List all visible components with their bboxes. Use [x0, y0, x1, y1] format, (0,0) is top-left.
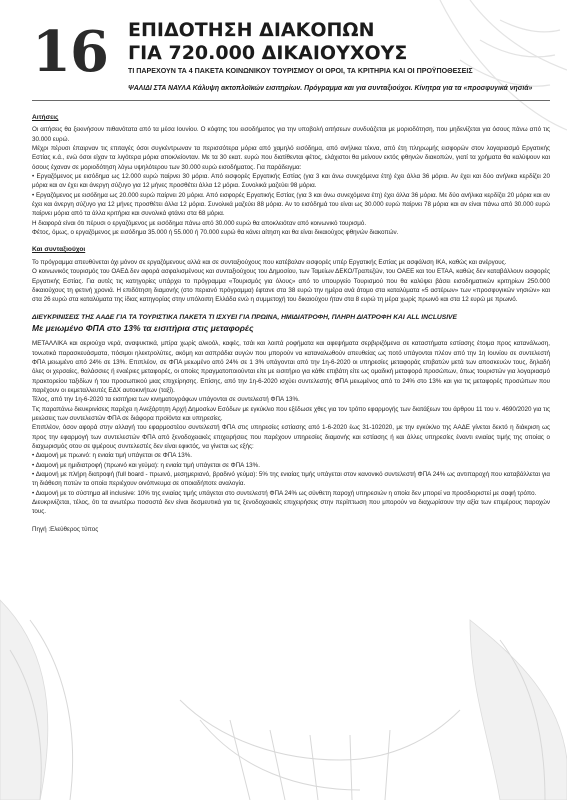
article-subtitle: ΤΙ ΠΑΡΕΧΟΥΝ ΤΑ 4 ΠΑΚΕΤΑ ΚΟΙΝΩΝΙΚΟΥ ΤΟΥΡΙΣΜΟΥ ΟΙ ΟΡΟΙ, ΤΑ ΚΡΙΤΗΡΙΑ ΚΑΙ ΟΙ ΠΡΟΫΠΟΘΕΣΕΙΣ — [128, 67, 473, 75]
bullet-item: • Διαμονή με πρωινό: η ενιαία τιμή υπάγεται σε ΦΠΑ 13%. — [32, 452, 193, 460]
paragraph: Μέχρι πέρυσι έπαιρναν τις επιταγές όσοι συγκέντρωναν τα περισσότερα μόρια από χαμηλό εισόδημα, από ανήλικα τέκνα, από έτη πληρωμής εισφορών στον λογαριασμό Εργατικής Εστίας κ.ά., ενώ όσοι είχαν τα λιγότερα μόρια αποκλείονταν. Με τα 30 εκατ. ευρώ που διατίθενται φέτος, ελάχιστοι θα μείνουν εκτός φθηνών διακοπών, γιατί τα χρήματα θα καλύψουν και όσους έχαναν σε μοριοδότηση λόγω υψηλότερου των 30.000 ευρώ εισοδήματος. Για παράδειγμα: — [32, 145, 550, 171]
section-heading-applications: Αιτήσεις — [32, 114, 59, 121]
paragraph: Τέλος, από την 1η-6-2020 τα εισιτήρια των κινηματογράφων υπάγονται σε συντελεστή ΦΠΑ 13%. — [32, 396, 300, 404]
bullet-item: • Διαμονή με ημιδιατροφή (πρωινό και γεύμα): η ενιαία τιμή υπάγεται σε ΦΠΑ 13%. — [32, 461, 260, 469]
vat-section-subheading: Με μειωμένο ΦΠΑ στο 13% τα εισιτήρια στις μεταφορές — [32, 322, 254, 333]
paragraph: ΜΕΤΑΛΛΙΚΑ και αεριούχα νερά, αναψυκτικά, μπίρα χωρίς αλκοόλ, καφές, τσάι και λοιπά ροφήματα και αφεψήματα σερβιριζόμενα σε καταστήματα εστίασης έτοιμα προς κατανάλωση, τονωτικά παρασκευάσματα, πόσιμοι ηλεκτρολύτες, ακόμη και ασπράδια αυγών που μπορούν να καταναλωθούν απευθείας ως ποτό υπάγονται πλέον από την 1η Ιουνίου σε συντελεστή ΦΠΑ μειωμένο από 24% σε 13%. Επιπλέον, σε ΦΠΑ μειωμένο από 24% σε 1 3% υπάγονται από την 1η-6-2020 οι υπηρεσίες μεταφοράς επιβατών μετά των αποσκευών τους, δηλαδή όλες οι χερσαίες, θαλάσσιες ή εναέριες μεταφορές, οι οποίες πραγματοποιούνται είτε με εισιτήριο για κάθε επιβάτη είτε ως ομαδική μεταφορά προσώπων, όπως τουριστών για λογαριασμό πρακτορείου ταξιδίων ή του προσωπικού μιας επιχείρησης. Επίσης, από την 1η-6-2020 ισχύει συντελεστής ΦΠΑ μειωμένος από το 24% στο 13% και για τις μεταφορές προσώπων που παρέχουν οι εκμεταλλευτές ΕΔΧ αυτοκινήτων (ταξί). — [32, 340, 550, 394]
page-number: 16 — [32, 19, 108, 85]
bullet-paragraph: • Εργαζόμενος με εισόδημα ως 12.000 ευρώ παίρνει 30 μόρια. Από εισφορές Εργατικής Εστίας (για 3 και άνω συνεχόμενα έτη) έχει άλλα 36 μόρια. Αν έχει και δύο ανήλικα κερδίζει 20 μόρια και αν έχει και άνεργη σύζυγο για 12 μήνες προσθέτει άλλα 12 μόρια. Συνολικά μαζεύει 98 μόρια. — [32, 173, 550, 190]
article-title-line2: ΓΙΑ 720.000 ΔΙΚΑΙΟΥΧΟΥΣ — [128, 42, 408, 64]
bullet-paragraph: • Εργαζόμενος με εισόδημα ως 20.000 ευρώ παίρνει 20 μόρια. Από εισφορές Εργατικής Εστίας (για 3 και άνω συνεχόμενα έτη) έχει άλλα 36 μόρια. Με δύο ανήλικα κερδίζει 20 μόρια και αν έχει και άνεργη σύζυγο για 12 μήνες προσθέτει άλλα 12 μόρια. Συνολικά μαζεύει 88 μόρια. Αν το εισόδημά του είναι ως 30.000 ευρώ παίρνει 78 μόρια και αν είναι πάνω από 30.000 ευρώ παίρνει μόρια από τα άλλα κριτήρια και συνολικά φτάνει στα 68 μόρια. — [32, 191, 550, 218]
article-topics: ΨΑΛΙΔΙ ΣΤΑ ΝΑΥΛΑ Κάλυψη ακτοπλοϊκών εισιτηρίων. Πρόγραμμα και για συνταξιούχοι. Κίνητρα για τα «προσφυγικά νησιά» — [128, 85, 533, 92]
paragraph: Ο κοινωνικός τουρισμός του ΟΑΕΔ δεν αφορά ασφαλισμένους και συνταξιούχους του Δημοσίου, των Ταμείων ΔΕΚΟ/Τραπεζών, του ΟΑΕΕ και του ΕΤΑΑ, καθώς δεν καταβάλλουν εισφορές Εργατικής Εστίας. Για αυτές τις κατηγορίες υπάρχει το πρόγραμμα «Τουρισμός για όλους» από το υπουργείο Τουρισμού που θα καλύψει βάσει εισοδηματικών κριτηρίων 250.000 δικαιούχους τη φετινή χρονιά. Η επιδότηση διαμονής (στο περιανό πρόγραμμα) έφτανε στα 38 ευρώ την ημέρα ανά άτομο στα καταλύματα «5 αστέρων» των «προσφυγικών νησιών» και στα 26 ευρώ στα καταλύματα της ίδιας κατηγορίας στην υπόλοιπη Ελλάδα ενώ η συμμετοχή του δικαιούχου ήταν στα 8 ευρώ τη μέρα χωρίς πρωινό και στα 12 ευρώ με πρωινό. — [32, 268, 550, 304]
paragraph: Το πρόγραμμα απευθύνεται όχι μόνον σε εργαζόμενους αλλά και σε συνταξιούχους που κατέβαλαν εισφορές υπέρ Εργατικής Εστίας με ασφάλιση ΙΚΑ, καθώς και ανέργους. — [32, 258, 507, 266]
vat-section-heading: ΔΙΕΥΚΡΙΝΙΣΕΙΣ ΤΗΣ ΑΑΔΕ ΓΙΑ ΤΑ ΤΟΥΡΙΣΤΙΚΑ ΠΑΚΕΤΑ ΤΙ ΙΣΧΥΕΙ ΓΙΑ ΠΡΩΙΝΑ, ΗΜΙΔΙΑΤΡΟΦΗ, ΠΛΗΡΗ ΔΙΑΤΡΟΦΗ ΚΑΙ ALL INCLUSIVE — [32, 313, 457, 321]
source-credit: Πηγή :Ελεύθερος τύπος — [32, 525, 99, 533]
bullet-item: • Διαμονή με πλήρη διατροφή (full board - πρωινό, μεσημεριανό, βραδινό γεύμα): 5% της ενιαίας τιμής υπάγεται στον κανονικό συντελεστή ΦΠΑ 24% ως αντιπαροχή που καταβάλλεται για τη διάθεση ποτών τα οποία περιέχουν οινόπνευμα σε οποιαδήποτε αναλογία. — [32, 471, 550, 488]
article-title-line1: ΕΠΙΔΟΤΗΣΗ ΔΙΑΚΟΠΩΝ — [128, 19, 375, 41]
article-body — [32, 113, 550, 534]
bullet-item: • Διαμονή με το σύστημα all inclusive: 10% της ενιαίας τιμής υπάγεται στο συντελεστή ΦΠΑ 24% ως σύνθετη παροχή υπηρεσιών η οποία δεν μπορεί να προσδιοριστεί με σαφή τρόπο. — [32, 489, 537, 497]
paragraph: Επιπλέον, όσον αφορά στην αλλαγή του εφαρμοστέου συντελεστή ΦΠΑ στις υπηρεσίες εστίασης από 1-6-2020 έως 31-102020, με την εγκύκλιο της ΑΑΔΕ γίνεται δεκτό η διάκριση ως προς την εφαρμογή των συντελεστών ΦΠΑ από ξενοδοχειακές επιχειρήσεις που παρέχουν υπηρεσίες διαμονής και εστίασης ή και άλλες υπηρεσίες έναντι ενιαίας τιμής της οποίας ο διαχωρισμός οτου σε ψμέρους συντελεστές δεν είναι εφικτός, να γίνεται ως εξής: — [32, 424, 550, 450]
paragraph: Τις παραπάνω διευκρινίσεις παρέχει η Ανεξάρτητη Αρχή Δημοσίων Εσόδων με εγκύκλιο που εξέδωσε χθες για τον τρόπο εφαρμογής των διατάξεων του άρθρου 11 του ν. 4690/2020 για τις μειώσεις των συντελεστών ΦΠΑ σε διάφορα προϊόντα και υπηρεσίες. — [32, 405, 550, 422]
paragraph: Φέτος, όμως, ο εργαζόμενος με εισόδημα 35.000 ή 55.000 ή 70.000 ευρώ θα κάνει αίτηση και θα είναι δικαιούχος φθηνών διακοπών. — [32, 229, 399, 237]
paragraph: Διευκρινίζεται, τέλος, ότι τα ανωτέρω ποσοστά δεν είναι δεσμευτικά για τις ξενοδοχειακές επιχειρήσεις στην περίπτωση που μπορούν να διαχωρίσουν την αξία των επιμέρους παροχών τους. — [32, 499, 550, 516]
paragraph: Η διαφορά είναι ότι πέρυσι ο εργαζόμενος με εισόδημα πάνω από 30.000 ευρώ θα αποκλειόταν από κοινωνικό τουρισμό. — [32, 219, 367, 227]
section-heading-pensioners: Και συνταξιούχοι — [32, 246, 86, 254]
paragraph: Οι αιτήσεις θα ξεκινήσουν πιθανότατα από τα μέσα Ιουνίου. Ο κόφτης του εισοδήματος για την υποβολή αιτήσεων συνδυάζεται με μοριοδότηση, που μηδενίζεται για όσους πάνω από τις 30.000 ευρώ. — [32, 126, 550, 143]
header-divider — [32, 100, 550, 101]
